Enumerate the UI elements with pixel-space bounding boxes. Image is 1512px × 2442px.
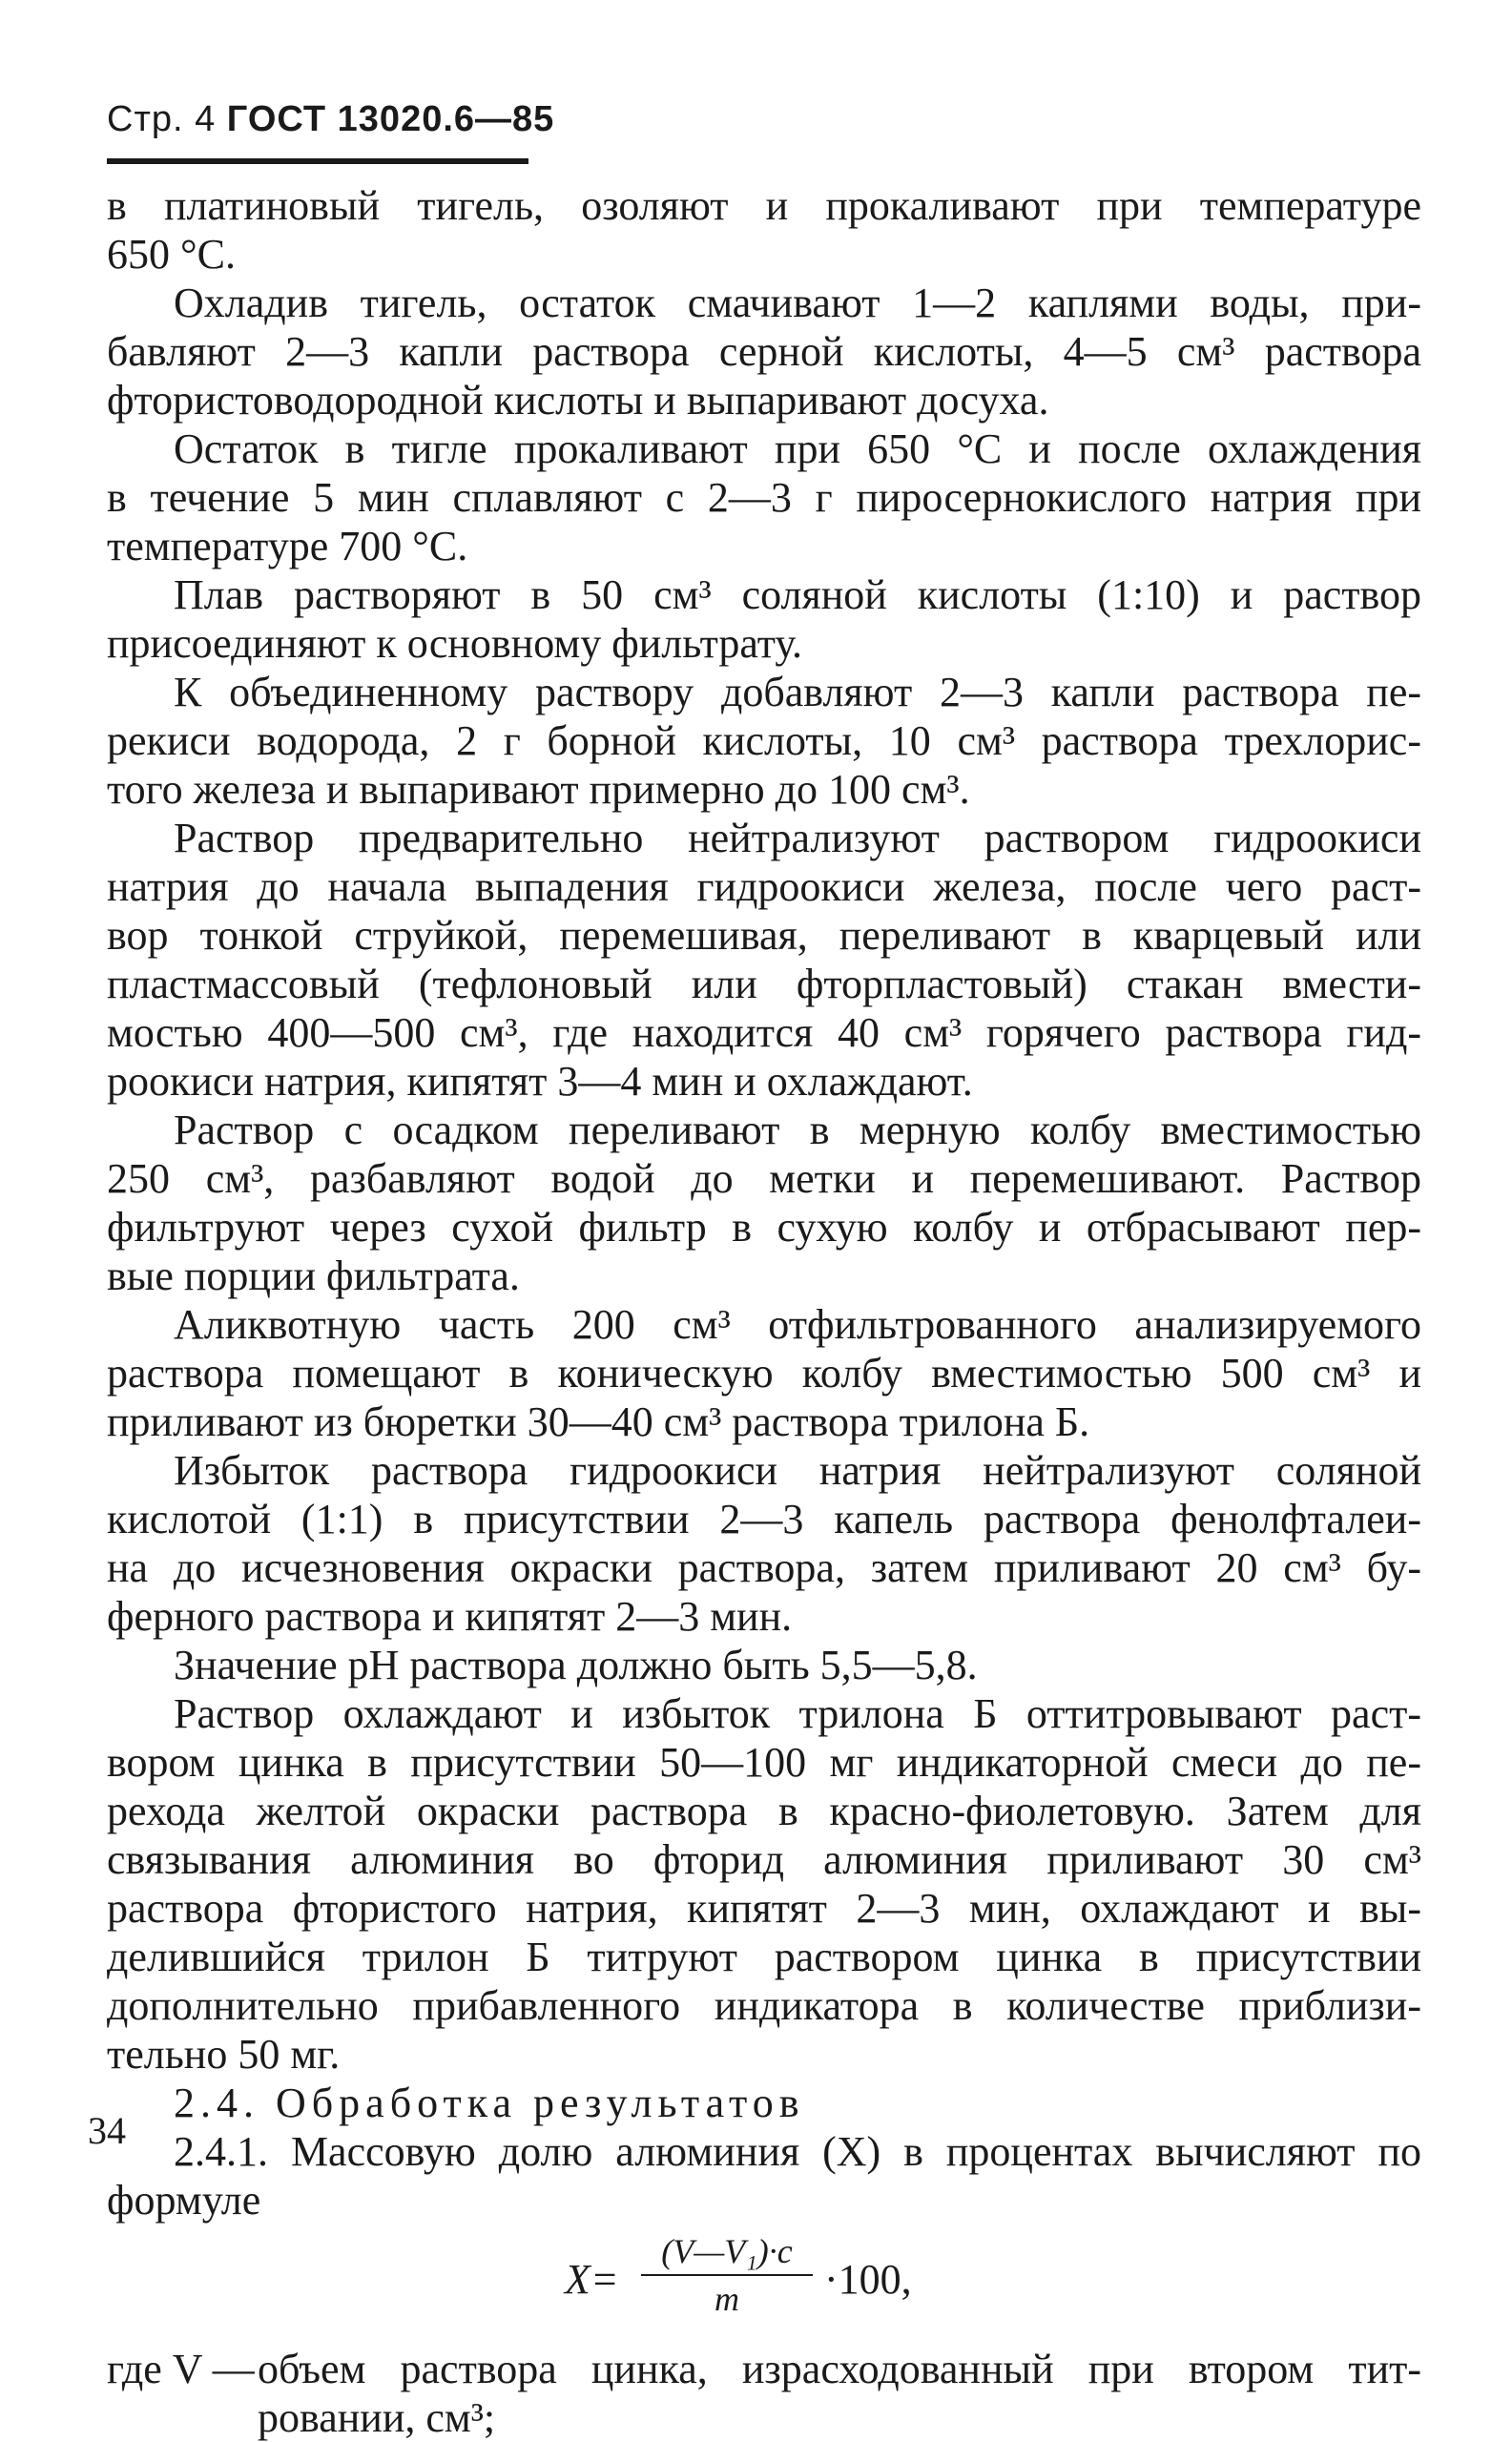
page-number: 34 [88, 2109, 126, 2152]
where-line: объем раствора цинка, израсходованный при втором тит- [258, 2346, 1421, 2392]
paragraph [107, 668, 1421, 814]
text-line: Плав растворяют в 50 см³ соляной кислоты (1:10) и раствор [174, 571, 1421, 618]
paragraph [107, 814, 1421, 1106]
text-line: К объединенному раствору добавляют 2—3 капли раствора пе- [174, 669, 1421, 715]
text-line: Значение рН раствора должно быть 5,5—5,8. [174, 1642, 978, 1688]
text-line: рехода желтой окраски раствора в красно-фиолетовую. Затем для [107, 1788, 1421, 1834]
paragraph [107, 1106, 1421, 1300]
text-line: бавляют 2—3 капли раствора серной кислоты, 4—5 см³ раствора [107, 328, 1421, 375]
where-label: где V — [107, 2346, 255, 2392]
text-line: раствора фтористого натрия, кипятят 2—3 мин, охлаждают и вы- [107, 1885, 1421, 1932]
standard-number: ГОСТ 13020.6—85 [226, 99, 555, 139]
text-line: Раствор охлаждают и избыток трилона Б оттитровывают раст- [174, 1690, 1421, 1737]
text-line: того железа и выпаривают примерно до 100 см³. [107, 766, 970, 813]
paragraph [107, 1641, 1421, 1689]
page-label: Стр. 4 [107, 99, 217, 139]
text-line: натрия до начала выпадения гидроокиси железа, после чего раст- [107, 863, 1421, 910]
text-line: Аликвотную часть 200 см³ отфильтрованного анализируемого [174, 1301, 1421, 1348]
text-line: 650 °С. [107, 231, 236, 278]
text-line: Раствор предварительно нейтрализуют раствором гидроокиси [174, 815, 1421, 861]
text-line: вор тонкой струйкой, перемешивая, переливают в кварцевый или [107, 912, 1421, 959]
paragraph [107, 424, 1421, 570]
text-line: Охладив тигель, остаток смачивают 1—2 каплями воды, при- [174, 279, 1421, 326]
text-line: 2.4.1. Массовую долю алюминия (X) в процентах вычисляют по [174, 2128, 1421, 2175]
header-rule [107, 158, 528, 164]
text-line: тельно 50 мг. [107, 2031, 341, 2078]
text-line: роокиси натрия, кипятят 3—4 мин и охлаждают. [107, 1058, 973, 1105]
text-line: приливают из бюретки 30—40 см³ раствора трилона Б. [107, 1398, 1090, 1445]
paragraph [107, 1446, 1421, 1641]
formula-denominator: m [715, 2280, 739, 2318]
text-line: присоединяют к основному фильтрату. [107, 620, 803, 667]
paragraph [107, 181, 1421, 279]
text-line: температуре 700 °С. [107, 523, 468, 569]
text-line: в течение 5 мин сплавляют с 2—3 г пиросернокислого натрия при [107, 474, 1421, 521]
text-line: в платиновый тигель, озоляют и прокаливают при температуре [107, 182, 1421, 229]
paragraph [107, 1689, 1421, 2079]
text-line: дополнительно прибавленного индикатора в количестве приблизи- [107, 1982, 1421, 2029]
text-line: Раствор с осадком переливают в мерную колбу вместимостью [174, 1107, 1421, 1153]
fraction-bar [641, 2274, 813, 2276]
where-clause [107, 2345, 1421, 2442]
paragraphs [107, 181, 1421, 2079]
paragraph [107, 279, 1421, 424]
text-line: кислотой (1:1) в присутствии 2—3 капель раствора фенолфталеи- [107, 1496, 1421, 1542]
where-text [258, 2345, 1421, 2442]
clause-2-4-1 [107, 2127, 1421, 2225]
paragraph [107, 570, 1421, 668]
text-line: рекиси водорода, 2 г борной кислоты, 10 см³ раствора трехлорис- [107, 717, 1421, 764]
text-line: формуле [107, 2177, 261, 2224]
text-line: Остаток в тигле прокаливают при 650 °С и после охлаждения [174, 425, 1421, 472]
text-line: фтористоводородной кислоты и выпаривают досуха. [107, 377, 1049, 424]
page-header [107, 99, 554, 140]
text-line: Избыток раствора гидроокиси натрия нейтрализуют соляной [174, 1447, 1421, 1494]
document-body [107, 181, 1421, 2442]
where-line: ровании, см³; [258, 2394, 496, 2441]
text-line: на до исчезновения окраски раствора, затем приливают 20 см³ бу- [107, 1544, 1421, 1591]
text-line: пластмассовый (тефлоновый или фторпластовый) стакан вмести- [107, 961, 1421, 1007]
text-line: фильтруют через сухой фильтр в сухую колбу и отбрасывают пер- [107, 1204, 1421, 1251]
text-line: ферного раствора и кипятят 2—3 мин. [107, 1593, 793, 1640]
text-line: вором цинка в присутствии 50—100 мг индикаторной смеси до пе- [107, 1739, 1421, 1786]
text-line: 250 см³, разбавляют водой до метки и перемешивают. Раствор [107, 1155, 1421, 1202]
text-line: раствора помещают в коническую колбу вместимостью 500 см³ и [107, 1350, 1421, 1397]
paragraph [107, 1300, 1421, 1446]
section-title: 2.4. Обработка результатов [174, 2080, 805, 2126]
formula [107, 2228, 1421, 2345]
formula-fraction [641, 2230, 813, 2320]
text-line: вые порции фильтрата. [107, 1252, 520, 1299]
formula-lhs: X= [565, 2256, 619, 2303]
formula-rhs: ·100, [824, 2256, 912, 2303]
formula-numerator: (V—V₁)·c [661, 2232, 793, 2270]
text-line: делившийся трилон Б титруют раствором цинка в присутствии [107, 1934, 1421, 1980]
text-line: связывания алюминия во фторид алюминия приливают 30 см³ [107, 1836, 1421, 1883]
text-line: мостью 400—500 см³, где находится 40 см³ горячего раствора гид- [107, 1009, 1421, 1056]
